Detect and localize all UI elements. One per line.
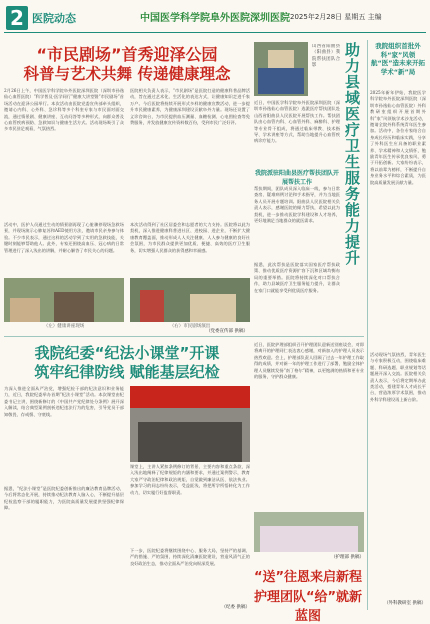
sidebar-photo xyxy=(254,42,308,96)
article2-title-line2: 筑牢纪律防线 赋能基层纪检 xyxy=(34,363,220,381)
article1-byline: （党委宣传部 供稿） xyxy=(206,329,248,334)
article1-col3: 活动中，医护人员通过生动的情景剧再现了心脏骤停现场急救场景，并现场演示心肺复苏和AED使用方法，邀请市民亲身参与体验。不少市民表示，通过这样的活动学到了实用的急救技能，关键时刻能够帮助他人。此外，专家还围绕高血压、冠心病的日常管理进行了深入浅出的讲解，并耐心解答了市民关心的问题。 xyxy=(4,222,124,253)
article1-caption-right: （右）市民剧场演出 xyxy=(169,324,211,329)
article-discipline-class xyxy=(4,340,250,612)
sidebar-col2: 帮扶期间，团队成员深入临床一线，参与日常查房、疑难病例讨论和手术指导，并为当地医务人员开展专题培训。阳曲县人民医院相关负责人表示，感谢医院的倾力帮扶，希望以此为契机，进一步推动医院学科建设和人才培养，更好地满足当地群众的就医需求。 xyxy=(254,186,340,224)
article1-photo-right xyxy=(130,278,250,322)
article3-title-band xyxy=(250,566,366,624)
article1-title-line2: 科普与艺术共舞 传递健康理念 xyxy=(23,65,231,83)
sidebar-col3: 据悉，此次帮扶是医院落实国家医疗帮扶政策、推动优质医疗资源扩容下沉和区域均衡布局的重要举措。医院将持续深化对口帮扶合作，助力县域医疗卫生服务能力提升，让群众在家门口就能享受到优质医疗服务。 xyxy=(254,262,340,293)
article3-body: 近日，医院护理部组织召开护理团队迎新送别座谈会，对即将离开的护理同仁表达衷心感谢，对新加入的护理人员表示热烈欢迎。会上，护理部负责人回顾了过去一年护理工作取得的成绩，并对新一年的护理工作进行了部署，勉励全体护理人员继续发扬“南丁格尔”精神，以更饱满的热情和更专业的服务，守护群众健康。 xyxy=(254,342,364,380)
section-title: 医院动态 xyxy=(32,12,76,25)
right-column-body: 2025年新年伊始，我院医学科学院阜外医院深圳医院（深圳市孙逸仙心血管医院）外科教研室组织开展首期外科“家”风领航学术沙龙活动，邀请全院外科系统青年医生参加。活动中，各位专家结合自身成长经历和临床实践，分享了外科医生应具备的职业素养、学术精神和人文情怀，勉励青年医生传承优良家风、勇于开拓创新。大家纷纷表示，将以前辈为榜样，不断提升自身业务水平和综合素质，为医院高质量发展贡献力量。 xyxy=(370,90,426,185)
middle-rule xyxy=(4,336,364,337)
article2-byline: （纪委 供稿） xyxy=(221,605,250,610)
article2-title-line1: 我院纪委“纪法小课堂”开课 xyxy=(34,344,220,362)
article-park-theater xyxy=(4,40,250,330)
sidebar-photo-caption: 山西省阳曲县（阳曲县）我院帮扶团队合影 xyxy=(312,44,340,69)
article1-title-line1: “市民剧场”首秀迎泽公园 xyxy=(36,45,218,64)
sidebar-vertical-title: 助力县域医疗卫生服务能力提升 xyxy=(343,42,361,266)
sidebar-subtitle: 我院派驻阳曲县医疗帮扶团队开展帮扶工作 xyxy=(254,170,339,186)
article2-col2: 课堂上，主讲人紧扣条例修订的背景、主要内容和重点条款，深入浅出地阐释了纪律规矩的内涵和要求，并通过案例警示，教育大家严守政治纪律和政治规矩，自觉做到廉洁从医、依法执业。参加学习的同志纷纷表示，受益匪浅，将把所学所悟转化为工作动力，切实履行好监督职责。 xyxy=(130,464,250,495)
article1-col2: 医院相关负责人表示，“市民剧场”是医院打造的健康科普品牌活动，旨在通过艺术化、生活化的表达方式，让健康知识走进千家万户。今后医院将持续开展形式多样的健康宣教活动，进一步提升市民健康素养，为健康深圳建设贡献阜外力量。现场还设置了义诊咨询台，为市民提供血压测量、血糖检测、心电图检查等免费服务，并发放健康宣传资料数百份，受到市民广泛好评。 xyxy=(130,88,250,126)
article1-caption-left: （左）健康讲座现场 xyxy=(43,324,85,329)
article2-col1: 为深入推进全面从严治党，增强纪检干部的纪法意识和业务能力，近日，我院纪委举办首期“纪法小课堂”活动。本次课堂由纪委书记主讲，围绕新修订的《中国共产党纪律处分条例》展开深入解读，结合典型案例剖析违纪违法行为的危害，引导党员干部知敬畏、存戒惧、守底线。 xyxy=(4,386,124,417)
article-surgery-salon xyxy=(370,40,426,610)
article3-title-line1: “送”往恩来启新程 xyxy=(253,570,363,585)
article2-photo xyxy=(130,386,250,462)
article1-col1: 2月26日上午，中国医学科学院阜外医院深圳医院（深圳市孙逸仙心血管医院）“科学普及·医学同行”健康大讲堂暨“市民剧场”首场活动在迎泽公园举行。本次活动由医院党委宣传部牵头组织，邀请心内科、心外科、急诊科等多个科室专家与市民面对面交流，通过情景剧、健康讲座、互动问答等多种形式，向群众普及心血管疾病预防、急救知识与健康生活方式。活动现场吸引了众多市民驻足观看，气氛热烈。 xyxy=(4,88,124,132)
article3-photo xyxy=(254,512,364,552)
article2-col3: 据悉，“纪法小课堂”是医院纪委创新推出的廉洁教育品牌活动，今后将常态化开展，持续推动纪法教育入脑入心，不断提升基层纪检监察干部的履职能力，为医院高质量发展提供坚强纪律保障。 xyxy=(4,486,124,511)
header-rule xyxy=(4,32,426,33)
article2-col4: 下一步，医院纪委将继续围绕中心、服务大局，坚持严的基调、严的措施、严的氛围，持续深化清廉医院建设，营造风清气正的良好政治生态，推动全面从严治党向纵深发展。 xyxy=(130,548,250,566)
masthead: 中国医学科学院阜外医院深圳医院 xyxy=(140,13,290,24)
article1-col4: 本次活动得到了社区居委会和志愿者的大力支持。医院将以此为契机，深入推进健康科普进社区、进校园、进企业，不断扩大健康教育覆盖面，推动形成人人关注健康、人人参与健康的良好社会氛围，为市民群众提供更加优质、便捷、高效的医疗卫生服务，切实增强人民群众的获得感和幸福感。 xyxy=(130,222,250,253)
right-column-byline: （外科教研室 供稿） xyxy=(384,601,426,606)
page-header xyxy=(0,0,430,42)
page-number: 2 xyxy=(6,6,28,30)
sidebar-col1: 近日，中国医学科学院阜外医院深圳医院（深圳市孙逸仙心血管医院）选派医疗帮扶团队赴山西省阳曲县人民医院开展帮扶工作。帮扶团队由心血管内科、心血管外科、麻醉科、护理等专业骨干组成，将通过临床带教、技术指导、学术讲座等方式，帮助当地提升心血管疾病诊疗能力。 xyxy=(254,100,340,144)
article3-byline: （护理部 供稿） xyxy=(331,555,364,560)
right-column-divider xyxy=(367,40,368,610)
article3-title-line2: 护理团队“给”就新蓝图 xyxy=(253,590,363,624)
article-county-support xyxy=(254,40,364,330)
right-column-body2: 活动现场气氛热烈，青年医生与专家积极互动，围绕临床难题、科研选题、职业规划等话题展开深入交流。医院相关负责人表示，今后将定期举办此类活动，搭建青年人才成长平台，营造浓厚学术氛围，推动外科学科建设再上新台阶。 xyxy=(370,352,426,402)
right-column-title: 我院组织首批外科“家”风领航“医”造未来开拓学术“新”局 xyxy=(370,42,426,76)
article1-photo-left xyxy=(4,278,124,322)
date-line: 2025年2月28日 星期五 主编 xyxy=(290,13,382,21)
